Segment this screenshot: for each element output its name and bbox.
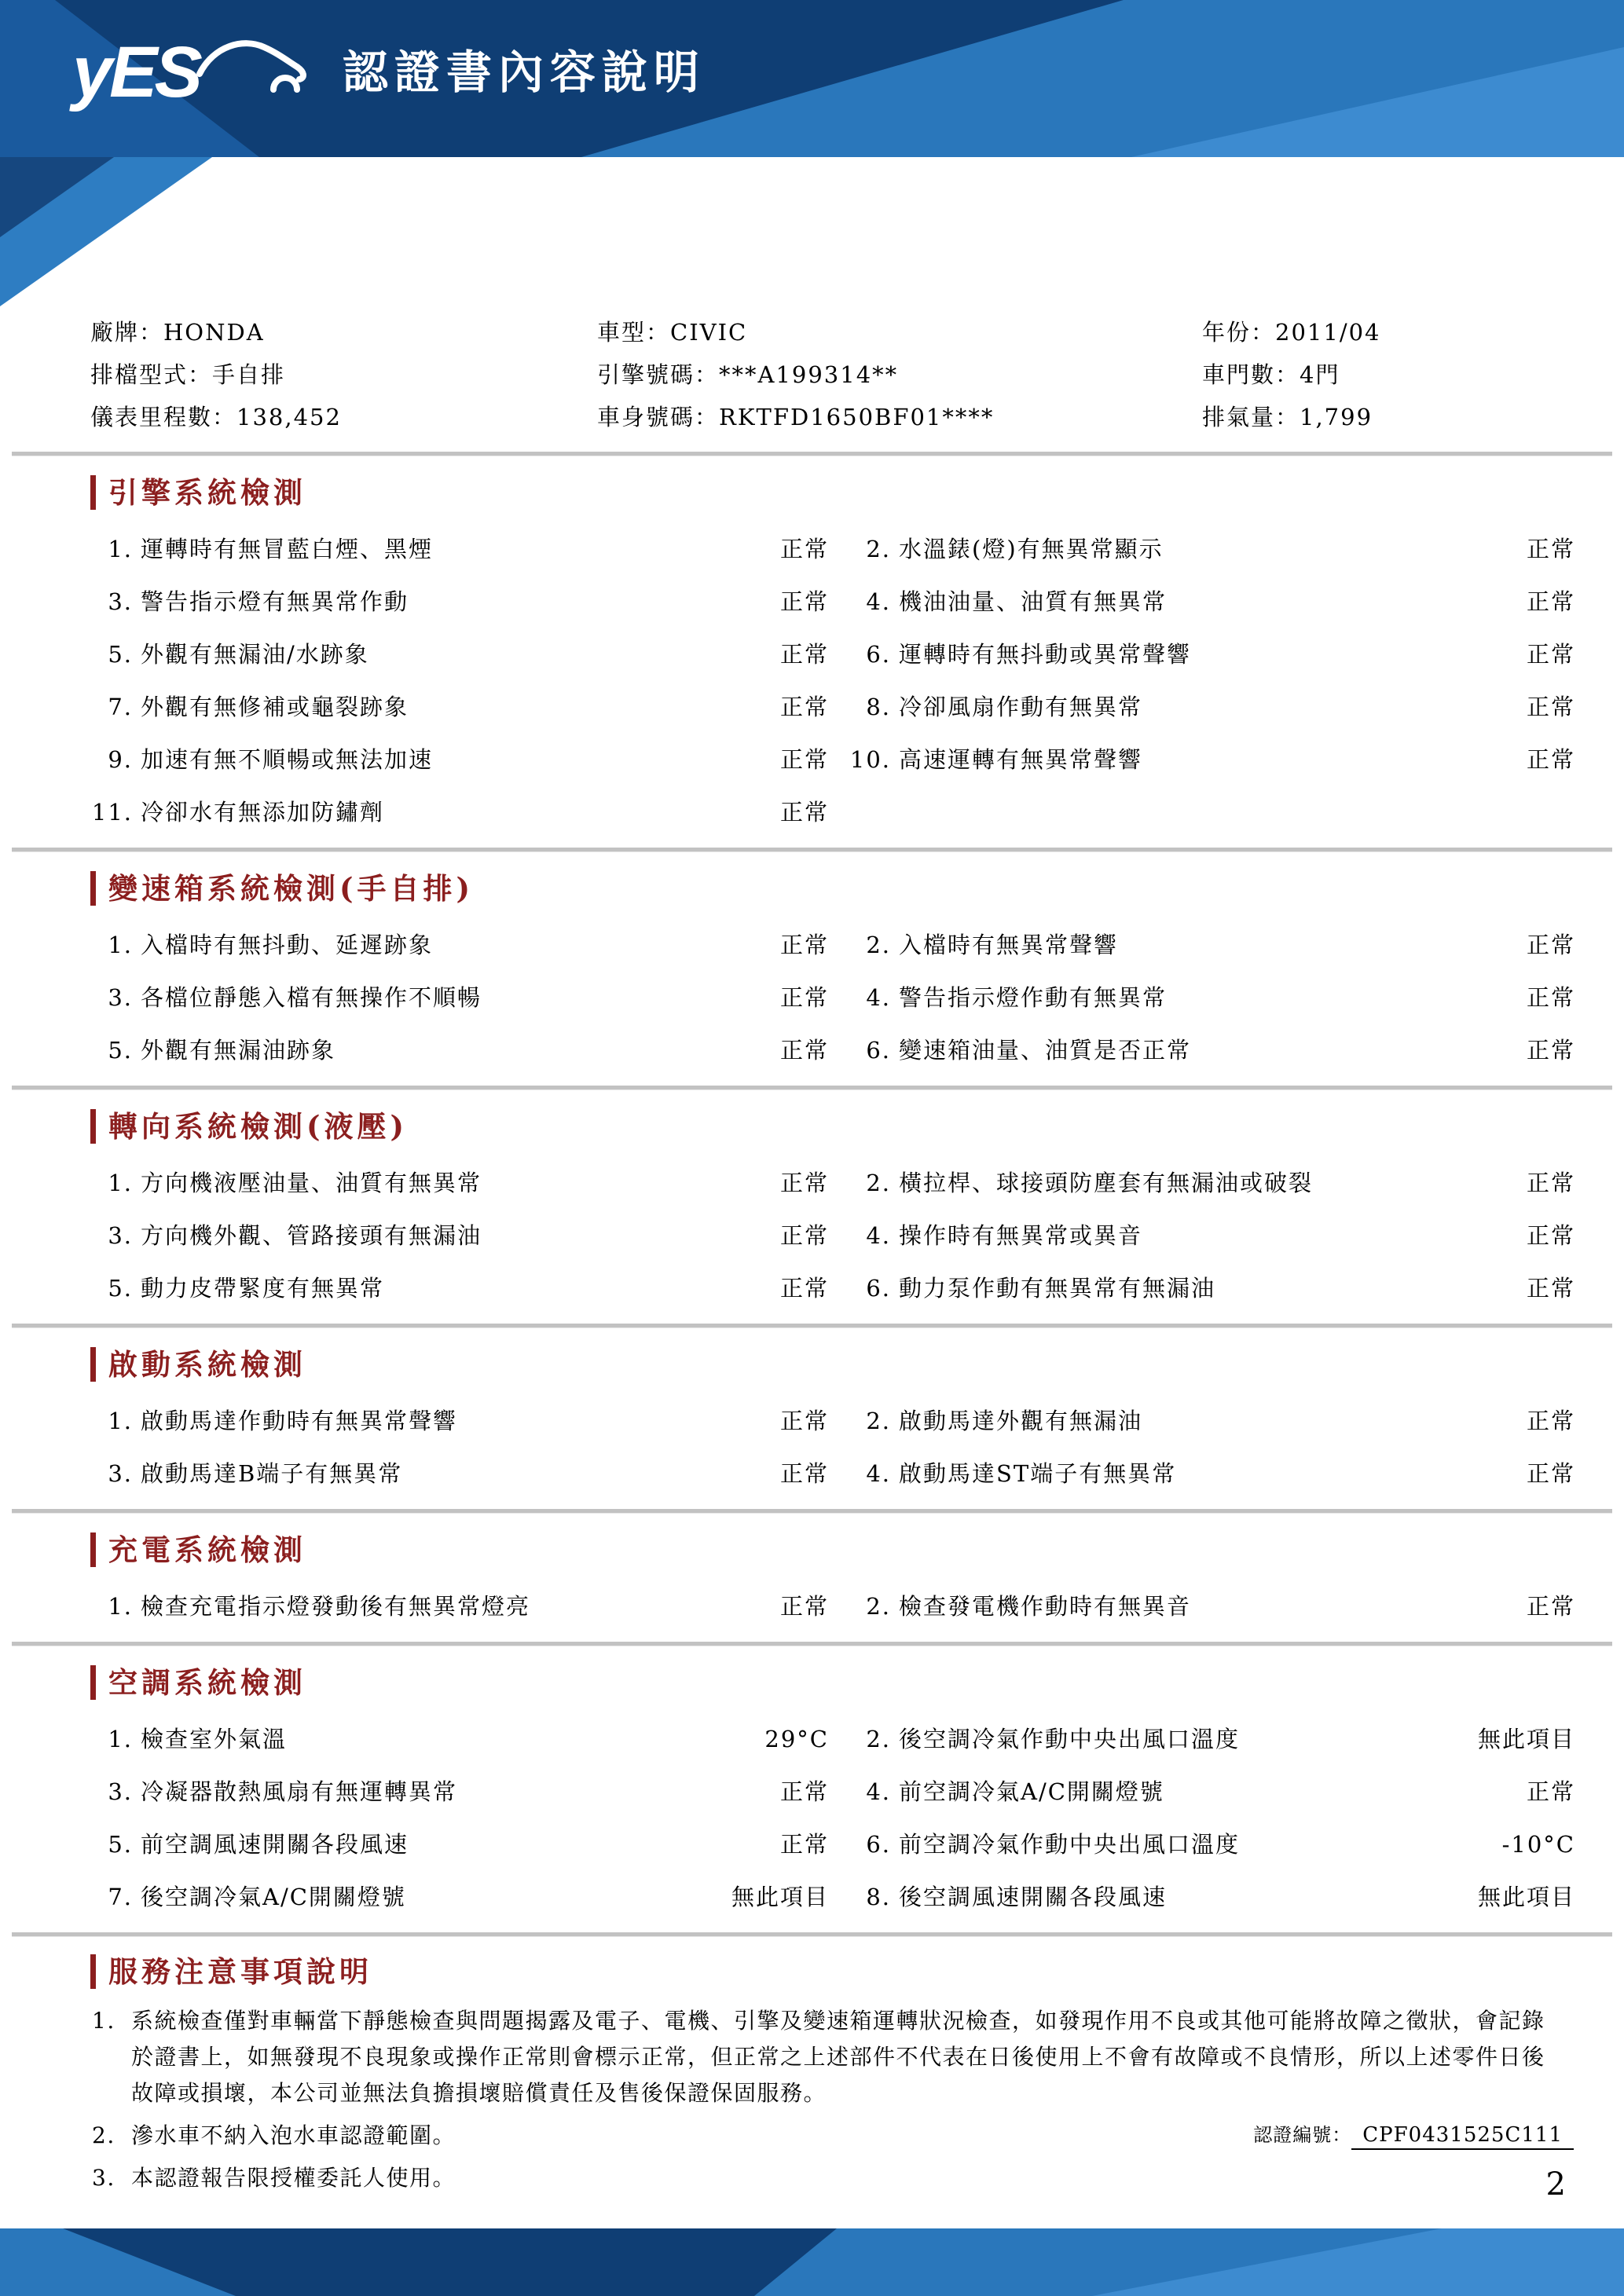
item-number: 3. (108, 984, 133, 1011)
item-status: 正常 (1526, 1460, 1575, 1487)
item-status: 正常 (1526, 932, 1575, 958)
item-status: 無此項目 (731, 1884, 829, 1910)
section-title: 空調系統檢測 (108, 1665, 306, 1700)
item-status: 正常 (779, 984, 829, 1011)
item-text: 方向機外觀、管路接頭有無漏油 (141, 1222, 482, 1249)
info-label: 車身號碼： (597, 404, 720, 430)
items-grid (90, 931, 1575, 1065)
service-note (90, 2160, 1575, 2196)
inspection-item (90, 1036, 829, 1065)
inspection-item (849, 640, 1575, 669)
item-text: 冷凝器散熱風扇有無運轉異常 (141, 1778, 458, 1805)
item-text: 運轉時有無抖動或異常聲響 (899, 641, 1192, 668)
item-text: 外觀有無漏油跡象 (141, 1037, 336, 1064)
item-text: 後空調風速開關各段風速 (899, 1884, 1168, 1910)
service-note (90, 2003, 1575, 2111)
info-label: 排檔型式： (90, 361, 213, 388)
inspection-item (90, 931, 829, 960)
item-text: 動力泵作動有無異常有無漏油 (899, 1275, 1216, 1302)
section-accent-bar (90, 1665, 96, 1700)
item-number: 6. (866, 1275, 891, 1302)
yes-logo-text: yES (72, 32, 200, 112)
item-number: 1. (108, 1170, 133, 1196)
item-number: 5. (108, 1037, 133, 1064)
item-text: 檢查充電指示燈發動後有無異常燈亮 (141, 1593, 531, 1620)
inspection-item (849, 1883, 1575, 1912)
item-status: 正常 (1526, 536, 1575, 562)
inspection-item (90, 1592, 829, 1621)
section-accent-bar (90, 475, 96, 510)
item-text: 方向機液壓油量、油質有無異常 (141, 1170, 482, 1196)
vehicle-info-field (597, 361, 1202, 389)
item-number: 2. (866, 1726, 891, 1752)
footer-background-graphic (0, 2228, 1624, 2296)
inspection-item (90, 1725, 829, 1754)
section-title: 服務注意事項說明 (108, 1954, 372, 1989)
item-number: 8. (866, 694, 891, 720)
item-number: 7. (108, 694, 133, 720)
inspection-section (90, 1109, 1575, 1328)
item-number: 10. (849, 746, 891, 773)
inspection-item (849, 1830, 1575, 1859)
info-value: CIVIC (670, 319, 748, 346)
info-label: 引擎號碼： (597, 361, 720, 388)
note-text: 滲水車不納入泡水車認證範圍。 (131, 2122, 456, 2148)
item-number: 6. (866, 1831, 891, 1858)
item-number: 4. (866, 588, 891, 615)
info-value: HONDA (163, 319, 265, 346)
note-number: 3. (92, 2165, 115, 2191)
info-value: RKTFD1650BF01**** (719, 404, 995, 430)
vehicle-info-field (1202, 318, 1575, 346)
item-text: 入檔時有無抖動、延遲跡象 (141, 932, 434, 958)
section-title: 引擎系統檢測 (108, 475, 306, 510)
section-header (90, 871, 1575, 906)
info-value: 4門 (1300, 361, 1340, 388)
item-number: 11. (91, 799, 133, 826)
item-number: 2. (866, 1593, 891, 1620)
item-status: 正常 (779, 1460, 829, 1487)
item-status: 正常 (779, 1222, 829, 1249)
section-accent-bar (90, 1954, 96, 1989)
item-number: 1. (108, 1408, 133, 1434)
items-grid (90, 535, 1575, 827)
item-text: 警告指示燈作動有無異常 (899, 984, 1168, 1011)
inspection-item (90, 535, 829, 564)
item-text: 警告指示燈有無異常作動 (141, 588, 409, 615)
section-accent-bar (90, 871, 96, 906)
item-text: 冷卻風扇作動有無異常 (899, 694, 1143, 720)
info-value: 手自排 (212, 361, 286, 388)
inspection-item (849, 1778, 1575, 1807)
vehicle-info-field (597, 403, 1202, 431)
inspection-item (849, 983, 1575, 1013)
inspection-sections (90, 475, 1575, 1937)
inspection-item (90, 1459, 829, 1489)
item-status: 正常 (779, 1831, 829, 1858)
item-status: 正常 (1526, 588, 1575, 615)
info-label: 車門數： (1202, 361, 1300, 388)
item-text: 前空調風速開關各段風速 (141, 1831, 409, 1858)
inspection-section (90, 871, 1575, 1090)
item-number: 1. (108, 932, 133, 958)
certificate-number-value: CPF0431525C111 (1351, 2123, 1574, 2150)
note-number: 1. (92, 2008, 115, 2034)
section-title: 啟動系統檢測 (108, 1347, 306, 1382)
item-status: 無此項目 (1477, 1884, 1575, 1910)
item-status: 正常 (1526, 1222, 1575, 1249)
item-number: 9. (108, 746, 133, 773)
item-status: 正常 (779, 641, 829, 668)
item-number: 5. (108, 641, 133, 668)
item-number: 5. (108, 1831, 133, 1858)
item-number: 5. (108, 1275, 133, 1302)
item-text: 外觀有無漏油/水跡象 (141, 641, 369, 668)
section-header (90, 475, 1575, 510)
item-status: 正常 (1526, 984, 1575, 1011)
item-text: 外觀有無修補或龜裂跡象 (141, 694, 409, 720)
info-label: 廠牌： (90, 319, 164, 346)
item-number: 6. (866, 1037, 891, 1064)
item-status: 正常 (1526, 1593, 1575, 1620)
item-text: 前空調冷氣作動中央出風口溫度 (899, 1831, 1241, 1858)
item-number: 1. (108, 536, 133, 562)
inspection-item (849, 588, 1575, 617)
inspection-item (849, 931, 1575, 960)
section-accent-bar (90, 1109, 96, 1144)
item-number: 4. (866, 1222, 891, 1249)
footer-banner (0, 2228, 1624, 2296)
item-status: 正常 (779, 1170, 829, 1196)
page-title: 認證書內容說明 (342, 46, 706, 99)
item-number: 2. (866, 1408, 891, 1434)
item-text: 操作時有無異常或異音 (899, 1222, 1143, 1249)
info-value: ***A199314** (719, 361, 899, 388)
info-value: 138,452 (236, 404, 342, 430)
inspection-item (90, 983, 829, 1013)
inspection-item (90, 693, 829, 722)
inspection-item (849, 1036, 1575, 1065)
service-notes-list (90, 2003, 1575, 2196)
item-status: 正常 (779, 1593, 829, 1620)
item-number: 1. (108, 1593, 133, 1620)
item-number: 3. (108, 588, 133, 615)
item-status: 正常 (1526, 1408, 1575, 1434)
item-text: 檢查室外氣溫 (141, 1726, 288, 1752)
section-title: 充電系統檢測 (108, 1532, 306, 1567)
item-text: 後空調冷氣A/C開關燈號 (141, 1884, 406, 1910)
item-text: 啟動馬達ST端子有無異常 (899, 1460, 1177, 1487)
yes-logo (72, 28, 313, 112)
item-status: -10°C (1501, 1831, 1575, 1858)
vehicle-info-field (90, 361, 597, 389)
item-text: 啟動馬達作動時有無異常聲響 (141, 1408, 458, 1434)
inspection-item (90, 798, 829, 827)
item-text: 入檔時有無異常聲響 (899, 932, 1119, 958)
item-number: 4. (866, 984, 891, 1011)
item-number: 1. (108, 1726, 133, 1752)
inspection-item (90, 1221, 829, 1251)
item-text: 冷卻水有無添加防鏽劑 (141, 799, 385, 826)
inspection-item (90, 1169, 829, 1198)
section-accent-bar (90, 1347, 96, 1382)
inspection-item (90, 1274, 829, 1303)
inspection-section (90, 1665, 1575, 1937)
inspection-section (90, 475, 1575, 852)
item-status: 正常 (779, 746, 829, 773)
item-text: 變速箱油量、油質是否正常 (899, 1037, 1192, 1064)
section-header (90, 1665, 1575, 1700)
item-text: 各檔位靜態入檔有無操作不順暢 (141, 984, 482, 1011)
item-number: 2. (866, 536, 891, 562)
items-grid (90, 1592, 1575, 1621)
item-number: 2. (866, 1170, 891, 1196)
inspection-item (849, 1725, 1575, 1754)
inspection-item (849, 1459, 1575, 1489)
item-number: 4. (866, 1460, 891, 1487)
item-number: 6. (866, 641, 891, 668)
info-label: 年份： (1202, 319, 1276, 346)
vehicle-info-field (90, 318, 597, 346)
info-label: 排氣量： (1202, 404, 1300, 430)
inspection-item (849, 1221, 1575, 1251)
section-divider (12, 1932, 1612, 1937)
inspection-item (90, 588, 829, 617)
item-text: 啟動馬達B端子有無異常 (141, 1460, 403, 1487)
item-text: 加速有無不順暢或無法加速 (141, 746, 434, 773)
inspection-item (90, 1883, 829, 1912)
item-status: 正常 (779, 1408, 829, 1434)
vehicle-info-field (90, 403, 597, 431)
car-silhouette-icon (195, 28, 313, 104)
vehicle-info-field (597, 318, 1202, 346)
item-status: 正常 (779, 799, 829, 826)
page-number: 2 (1545, 2166, 1566, 2203)
item-status: 正常 (1526, 694, 1575, 720)
section-divider (12, 1324, 1612, 1328)
item-text: 運轉時有無冒藍白煙、黑煙 (141, 536, 434, 562)
inspection-item (90, 1830, 829, 1859)
section-divider (12, 848, 1612, 852)
inspection-item (849, 1274, 1575, 1303)
inspection-item (90, 745, 829, 774)
section-header (90, 1347, 1575, 1382)
info-value: 1,799 (1300, 404, 1373, 430)
item-status: 正常 (1526, 1778, 1575, 1805)
inspection-item (90, 1778, 829, 1807)
item-text: 啟動馬達外觀有無漏油 (899, 1408, 1143, 1434)
section-divider (12, 452, 1612, 456)
item-number: 4. (866, 1778, 891, 1805)
item-text: 高速運轉有無異常聲響 (899, 746, 1143, 773)
item-text: 橫拉桿、球接頭防塵套有無漏油或破裂 (899, 1170, 1314, 1196)
item-text: 檢查發電機作動時有無異音 (899, 1593, 1192, 1620)
vehicle-info-field (1202, 403, 1575, 431)
note-text: 系統檢查僅對車輛當下靜態檢查與問題揭露及電子、電機、引擎及變速箱運轉狀況檢查，如發現作用不良或其他可能將故障之徵狀，會記錄於證書上，如無發現不良現象或操作正常則會標示正常，但正常之上述部件不代表在日後使用上不會有故障或不良情形，所以上述零件日後故障或損壞，本公司並無法負擔損壞賠償責任及售後保證保固服務。 (131, 2008, 1545, 2106)
item-text: 前空調冷氣A/C開關燈號 (899, 1778, 1164, 1805)
inspection-item (849, 693, 1575, 722)
item-text: 機油油量、油質有無異常 (899, 588, 1168, 615)
service-notes-section (90, 1954, 1575, 2196)
item-status: 正常 (779, 694, 829, 720)
item-number: 3. (108, 1460, 133, 1487)
section-title: 轉向系統檢測(液壓) (108, 1109, 409, 1144)
section-divider (12, 1509, 1612, 1514)
inspection-item (90, 640, 829, 669)
info-label: 車型： (597, 319, 671, 346)
vehicle-info-grid (90, 318, 1575, 431)
inspection-item (90, 1407, 829, 1436)
item-text: 後空調冷氣作動中央出風口溫度 (899, 1726, 1241, 1752)
item-status: 正常 (1526, 1037, 1575, 1064)
item-status: 正常 (779, 1037, 829, 1064)
note-text: 本認證報告限授權委託人使用。 (131, 2165, 456, 2191)
section-header (90, 1109, 1575, 1144)
certificate-number-line (1253, 2119, 1574, 2147)
item-status: 正常 (779, 588, 829, 615)
item-status: 正常 (1526, 1170, 1575, 1196)
item-status: 正常 (779, 1275, 829, 1302)
section-accent-bar (90, 1532, 96, 1567)
item-status: 正常 (779, 1778, 829, 1805)
item-number: 7. (108, 1884, 133, 1910)
item-status: 正常 (1526, 746, 1575, 773)
inspection-item (849, 1592, 1575, 1621)
inspection-item (849, 1407, 1575, 1436)
items-grid (90, 1407, 1575, 1489)
inspection-section (90, 1347, 1575, 1514)
vehicle-info-field (1202, 361, 1575, 389)
header-content (72, 28, 706, 112)
section-divider (12, 1642, 1612, 1646)
section-title: 變速箱系統檢測(手自排) (108, 871, 475, 906)
inspection-item (849, 535, 1575, 564)
item-number: 3. (108, 1222, 133, 1249)
info-value: 2011/04 (1275, 319, 1381, 346)
inspection-section (90, 1532, 1575, 1646)
item-status: 正常 (1526, 641, 1575, 668)
item-text: 水溫錶(燈)有無異常顯示 (899, 536, 1164, 562)
certificate-number-label: 認證編號： (1253, 2124, 1352, 2146)
info-label: 儀表里程數： (90, 404, 237, 430)
inspection-item (849, 1169, 1575, 1198)
section-divider (12, 1086, 1612, 1090)
item-status: 正常 (779, 536, 829, 562)
item-status: 無此項目 (1477, 1726, 1575, 1752)
items-grid (90, 1725, 1575, 1912)
item-status: 正常 (1526, 1275, 1575, 1302)
item-number: 2. (866, 932, 891, 958)
items-grid (90, 1169, 1575, 1303)
section-header (90, 1954, 1575, 1989)
item-status: 正常 (779, 932, 829, 958)
note-number: 2. (92, 2122, 115, 2148)
inspection-item (849, 745, 1575, 774)
item-number: 8. (866, 1884, 891, 1910)
item-text: 動力皮帶緊度有無異常 (141, 1275, 385, 1302)
item-status: 29°C (764, 1726, 829, 1752)
item-number: 3. (108, 1778, 133, 1805)
section-header (90, 1532, 1575, 1567)
